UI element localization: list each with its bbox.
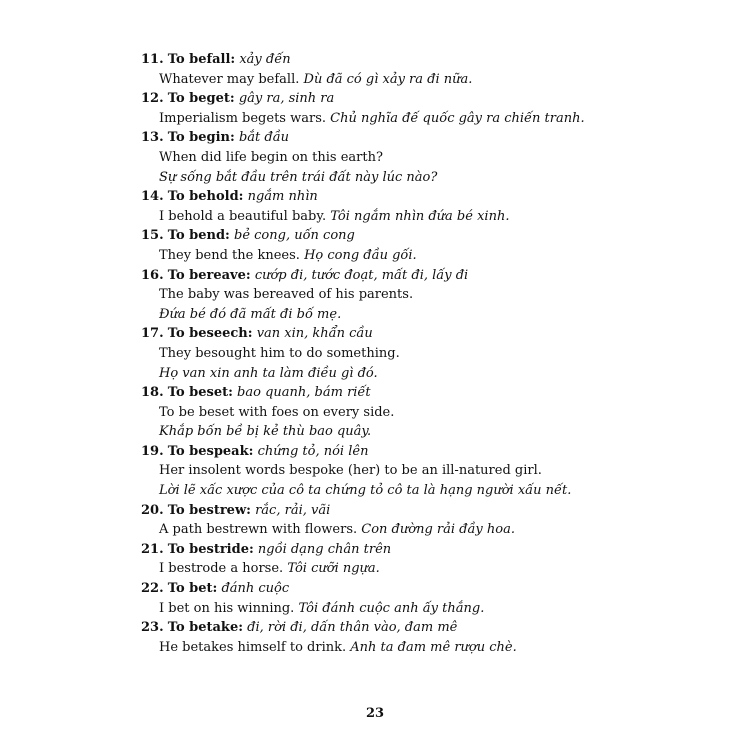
example-english: He betakes himself to drink. bbox=[159, 639, 347, 655]
entry-definition: gây ra, sinh ra bbox=[238, 91, 335, 107]
example-vietnamese: Chủ nghĩa đế quốc gây ra chiến tranh. bbox=[330, 110, 585, 126]
example-line bbox=[141, 285, 621, 305]
example-vietnamese: Tôi cưỡi ngựa. bbox=[287, 561, 380, 577]
entry-number: 12. bbox=[141, 91, 164, 107]
example-line bbox=[141, 344, 621, 364]
page-number: 23 bbox=[365, 706, 385, 721]
entry-number: 22. bbox=[141, 581, 164, 597]
entry-definition: bắt đầu bbox=[238, 130, 290, 146]
dictionary-entry bbox=[141, 324, 621, 383]
entry-term: To betake: bbox=[167, 620, 244, 636]
entry-headword-line bbox=[141, 579, 621, 599]
entry-headword-line bbox=[141, 89, 621, 109]
example-vietnamese: Đứa bé đó đã mất đi bố mẹ. bbox=[159, 306, 342, 322]
entry-term: To bestride: bbox=[167, 541, 254, 557]
entry-term: To bestrew: bbox=[167, 502, 251, 518]
entry-definition: xảy đến bbox=[239, 52, 291, 67]
dictionary-entry bbox=[141, 226, 621, 265]
example-english: I bet on his winning. bbox=[159, 600, 295, 616]
example-vietnamese: Họ van xin anh ta làm điều gì đó. bbox=[159, 365, 378, 381]
entry-headword-line bbox=[141, 501, 621, 521]
entry-headword-line bbox=[141, 187, 621, 207]
entry-term: To befall: bbox=[167, 52, 236, 67]
example-line bbox=[141, 559, 621, 579]
example-english: I bestrode a horse. bbox=[159, 561, 284, 577]
entry-term: To bereave: bbox=[167, 267, 251, 283]
example-vietnamese: Con đường rải đầy hoa. bbox=[361, 522, 515, 538]
example-vietnamese: Anh ta đam mê rượu chè. bbox=[350, 639, 517, 655]
entry-headword-line bbox=[141, 383, 621, 403]
example-line bbox=[141, 109, 621, 129]
entry-headword-line bbox=[141, 540, 621, 560]
entry-number: 20. bbox=[141, 502, 164, 518]
entry-headword-line bbox=[141, 324, 621, 344]
entry-definition: ngồi dạng chân trên bbox=[257, 541, 392, 557]
dictionary-entry bbox=[141, 501, 621, 540]
dictionary-entry bbox=[141, 383, 621, 442]
entry-definition: rắc, rải, vãi bbox=[255, 502, 331, 518]
example-vietnamese: Tôi đánh cuộc anh ấy thắng. bbox=[298, 600, 485, 616]
entry-number: 16. bbox=[141, 267, 164, 283]
dictionary-entry bbox=[141, 540, 621, 579]
example-line bbox=[141, 246, 621, 266]
entry-headword-line bbox=[141, 50, 621, 70]
entry-headword-line bbox=[141, 226, 621, 246]
example-line bbox=[141, 168, 621, 188]
dictionary-entry bbox=[141, 128, 621, 187]
dictionary-entry bbox=[141, 187, 621, 226]
example-english: They bend the knees. bbox=[159, 247, 300, 263]
entry-number: 23. bbox=[141, 620, 164, 636]
entry-definition: đánh cuộc bbox=[221, 581, 290, 597]
example-english: When did life begin on this earth? bbox=[159, 149, 383, 165]
entry-headword-line bbox=[141, 128, 621, 148]
entry-number: 11. bbox=[141, 52, 164, 67]
entry-definition: cướp đi, tước đoạt, mất đi, lấy đi bbox=[254, 267, 469, 283]
example-line bbox=[141, 207, 621, 227]
entry-number: 15. bbox=[141, 228, 164, 244]
entry-definition: van xin, khẩn cầu bbox=[256, 326, 373, 342]
example-vietnamese: Khắp bốn bề bị kẻ thù bao quây. bbox=[159, 424, 372, 440]
example-line bbox=[141, 364, 621, 384]
entry-term: To beset: bbox=[167, 385, 233, 401]
dictionary-entry bbox=[141, 50, 621, 89]
entry-number: 14. bbox=[141, 189, 164, 205]
example-line bbox=[141, 481, 621, 501]
example-line bbox=[141, 520, 621, 540]
example-vietnamese: Họ cong đầu gối. bbox=[304, 247, 417, 263]
example-english: A path bestrewn with flowers. bbox=[159, 522, 358, 538]
entry-number: 19. bbox=[141, 443, 164, 459]
example-english: Her insolent words bespoke (her) to be an ill-natured girl. bbox=[159, 463, 542, 479]
example-line bbox=[141, 70, 621, 90]
entry-term: To bespeak: bbox=[167, 443, 254, 459]
dictionary-entry bbox=[141, 442, 621, 501]
example-line bbox=[141, 638, 621, 658]
dictionary-entry bbox=[141, 89, 621, 128]
entry-term: To bet: bbox=[167, 581, 218, 597]
example-vietnamese: Tôi ngắm nhìn đứa bé xinh. bbox=[330, 208, 510, 224]
example-line bbox=[141, 148, 621, 168]
entry-headword-line bbox=[141, 266, 621, 286]
example-english: Whatever may befall. bbox=[159, 71, 300, 87]
example-line bbox=[141, 599, 621, 619]
entry-definition: ngắm nhìn bbox=[247, 189, 318, 205]
example-vietnamese: Dù đã có gì xảy ra đi nữa. bbox=[303, 71, 473, 87]
entry-number: 18. bbox=[141, 385, 164, 401]
example-line bbox=[141, 422, 621, 442]
entry-definition: bao quanh, bám riết bbox=[237, 385, 371, 401]
entry-definition: bẻ cong, uốn cong bbox=[234, 228, 355, 244]
dictionary-entry bbox=[141, 266, 621, 325]
entry-definition: chứng tỏ, nói lên bbox=[257, 443, 369, 459]
dictionary-entries bbox=[141, 50, 621, 657]
entry-term: To bend: bbox=[167, 228, 230, 244]
entry-number: 21. bbox=[141, 541, 164, 557]
example-english: To be beset with foes on every side. bbox=[159, 404, 395, 420]
dictionary-entry bbox=[141, 579, 621, 618]
entry-number: 13. bbox=[141, 130, 164, 146]
example-english: I behold a beautiful baby. bbox=[159, 208, 327, 224]
entry-number: 17. bbox=[141, 326, 164, 342]
example-english: Imperialism begets wars. bbox=[159, 110, 327, 126]
entry-term: To beget: bbox=[167, 91, 235, 107]
example-vietnamese: Lời lẽ xấc xược của cô ta chứng tỏ cô ta là hạng người xấu nết. bbox=[159, 483, 572, 499]
entry-definition: đi, rời đi, dấn thân vào, đam mê bbox=[247, 620, 458, 636]
example-line bbox=[141, 461, 621, 481]
example-vietnamese: Sự sống bắt đầu trên trái đất này lúc nào? bbox=[159, 169, 438, 185]
entry-term: To begin: bbox=[167, 130, 235, 146]
entry-term: To behold: bbox=[167, 189, 244, 205]
entry-term: To beseech: bbox=[167, 326, 253, 342]
entry-headword-line bbox=[141, 618, 621, 638]
example-line bbox=[141, 403, 621, 423]
example-english: They besought him to do something. bbox=[159, 345, 400, 361]
dictionary-entry bbox=[141, 618, 621, 657]
example-english: The baby was bereaved of his parents. bbox=[159, 287, 414, 303]
entry-headword-line bbox=[141, 442, 621, 462]
example-line bbox=[141, 305, 621, 325]
